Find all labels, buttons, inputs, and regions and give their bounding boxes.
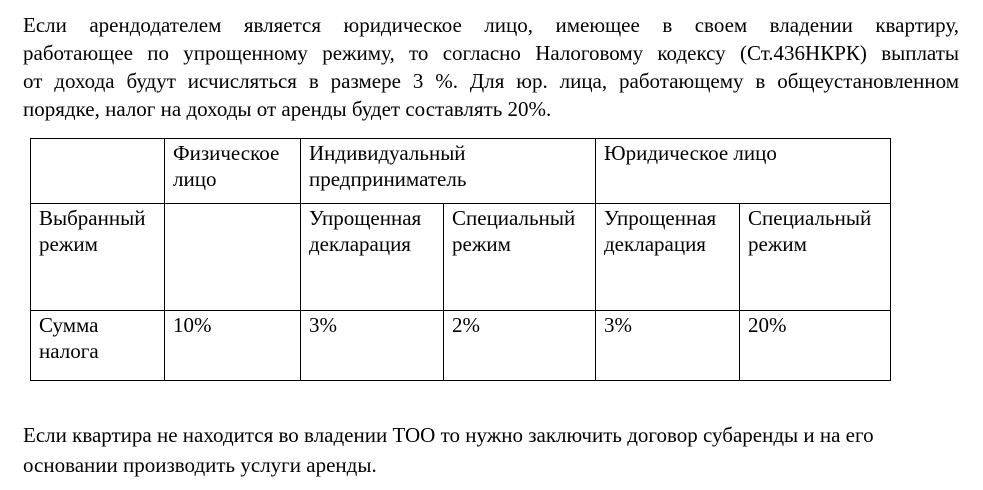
regime-le-simplified-cell: Упрощенная декларация [596, 204, 740, 311]
tax-le-special-cell: 20% [740, 311, 891, 381]
table-header-row [31, 139, 891, 204]
tax-ip-special-cell: 2% [444, 311, 596, 381]
regime-individual-cell [165, 204, 301, 311]
header-individual-cell: Физическое лицо [165, 139, 301, 204]
header-entrepreneur-cell: Индивидуальный предприниматель [301, 139, 596, 204]
regime-ip-simplified-cell: Упрощенная декларация [301, 204, 444, 311]
intro-line: порядке, налог на доходы от аренды будет составлять 20%. [23, 97, 552, 121]
tax-ip-simplified-cell: 3% [301, 311, 444, 381]
regime-ip-special-cell: Специальный режим [444, 204, 596, 311]
header-legal-entity-cell: Юридическое лицо [596, 139, 891, 204]
intro-line: работающее по упрощенному режиму, то согласно Налоговому кодексу (Ст.436НКРК) выплаты [23, 41, 959, 65]
regime-label-cell: Выбранный режим [31, 204, 165, 311]
intro-paragraph [23, 11, 959, 123]
tax-label-cell: Сумма налога [31, 311, 165, 381]
intro-line: от дохода будут исчисляться в размере 3 %. Для юр. лица, работающему в общеустановленном [23, 69, 959, 93]
tax-le-simplified-cell: 3% [596, 311, 740, 381]
tax-rates-table [30, 138, 891, 381]
header-empty-cell [31, 139, 165, 204]
outro-line: Если квартира не находится во владении ТОО то нужно заключить договор субаренды и на его [23, 423, 874, 447]
tax-individual-cell: 10% [165, 311, 301, 381]
intro-line: Если арендодателем является юридическое лицо, имеющее в своем владении квартиру, [23, 13, 959, 37]
table-row-regime [31, 204, 891, 311]
outro-line: основании производить услуги аренды. [23, 453, 377, 477]
outro-paragraph [23, 420, 973, 480]
table-row-tax [31, 311, 891, 381]
regime-le-special-cell: Специальный режим [740, 204, 891, 311]
